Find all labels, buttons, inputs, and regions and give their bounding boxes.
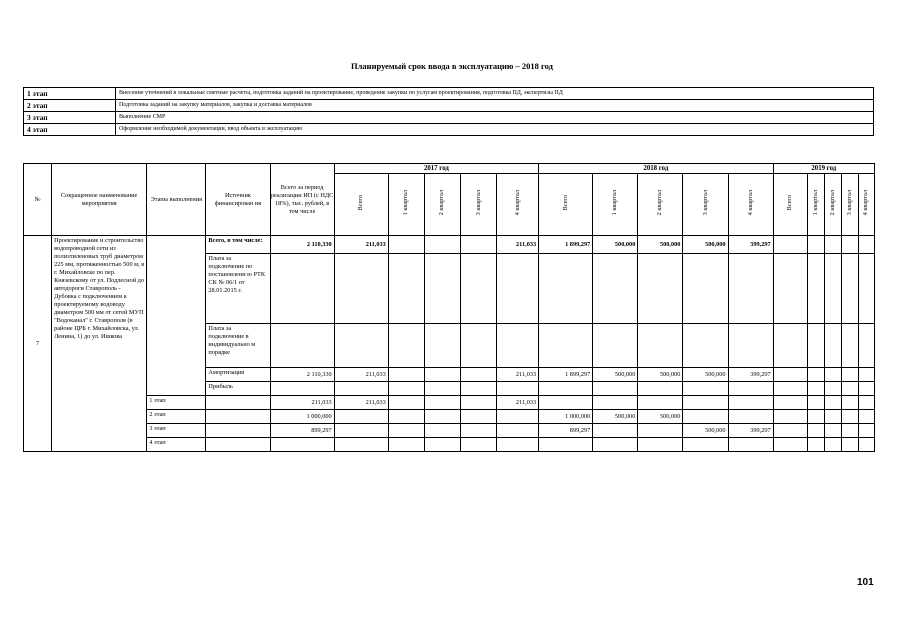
value-cell <box>841 424 858 438</box>
value-cell <box>728 324 773 368</box>
value-cell <box>824 438 841 452</box>
value-cell: 1 899,297 <box>539 368 593 382</box>
value-cell <box>807 368 824 382</box>
value-cell: 500,000 <box>638 368 683 382</box>
value-cell <box>497 424 539 438</box>
value-cell <box>334 438 388 452</box>
value-cell <box>638 424 683 438</box>
value-cell <box>539 324 593 368</box>
value-cell <box>334 254 388 324</box>
stage-row <box>24 124 874 136</box>
subheader-label: 3 квартал <box>474 190 482 216</box>
subheader-label: 1 квартал <box>811 190 819 216</box>
stages-table <box>23 87 874 136</box>
subheader-cell <box>388 174 424 236</box>
value-cell <box>683 438 728 452</box>
source-empty-cell <box>206 424 270 438</box>
subheader-cell <box>841 174 858 236</box>
value-cell: 899,297 <box>270 424 334 438</box>
value-cell <box>728 410 773 424</box>
value-cell <box>728 254 773 324</box>
stage-label: 1 этап <box>147 396 206 410</box>
value-cell <box>841 324 858 368</box>
subheader-label: 1 квартал <box>611 190 619 216</box>
value-cell <box>388 438 424 452</box>
value-cell <box>858 424 874 438</box>
value-cell <box>497 382 539 396</box>
value-cell <box>497 438 539 452</box>
value-cell <box>683 382 728 396</box>
value-cell <box>388 410 424 424</box>
value-cell <box>424 324 460 368</box>
value-cell <box>497 324 539 368</box>
value-cell <box>424 236 460 254</box>
value-cell <box>593 382 638 396</box>
header-num: № <box>24 164 52 236</box>
value-cell <box>424 438 460 452</box>
value-cell: 2 110,330 <box>270 236 334 254</box>
value-cell: 211,033 <box>334 368 388 382</box>
source-label: Плата за подключение в индивидуально м порядке <box>206 324 270 368</box>
value-cell <box>460 324 496 368</box>
value-cell <box>334 324 388 368</box>
subheader-cell <box>539 174 593 236</box>
value-cell <box>424 254 460 324</box>
value-cell <box>773 438 807 452</box>
value-cell <box>388 396 424 410</box>
value-cell <box>334 410 388 424</box>
stage-description: Оформление необходимой документации, ввод объекта в эксплуатацию <box>116 124 874 136</box>
value-cell <box>728 382 773 396</box>
subheader-cell <box>638 174 683 236</box>
table-row <box>24 396 875 410</box>
value-cell <box>773 254 807 324</box>
source-label: Прибыль <box>206 382 270 396</box>
value-cell: 500,000 <box>638 236 683 254</box>
value-cell: 500,000 <box>683 424 728 438</box>
value-cell <box>593 424 638 438</box>
table-row <box>24 424 875 438</box>
value-cell <box>539 382 593 396</box>
stage-description: Выполнение СМР <box>116 112 874 124</box>
table-row <box>24 410 875 424</box>
value-cell <box>424 424 460 438</box>
subheader-cell <box>497 174 539 236</box>
value-cell <box>388 236 424 254</box>
value-cell <box>638 254 683 324</box>
subheader-label: 2 квартал <box>828 190 836 216</box>
value-cell <box>773 324 807 368</box>
subheader-label: 4 квартал <box>862 190 870 216</box>
header-year-2017: 2017 год <box>334 164 538 174</box>
subheader-cell <box>334 174 388 236</box>
stage-description: Внесение уточнений в локальные сметные расчеты, подготовка заданий на проектирование, проведение закупки по услугам проектирования, подготовка ПД, экспертизы ПД <box>116 88 874 100</box>
value-cell <box>807 410 824 424</box>
subheader-cell <box>593 174 638 236</box>
value-cell <box>824 396 841 410</box>
stage-name: 1 этап <box>24 88 116 100</box>
value-cell: 500,000 <box>638 410 683 424</box>
value-cell <box>773 410 807 424</box>
value-cell <box>270 324 334 368</box>
stage-row <box>24 112 874 124</box>
source-empty-cell <box>206 396 270 410</box>
subheader-label: 2 квартал <box>656 190 664 216</box>
value-cell: 211,033 <box>270 396 334 410</box>
subheader-cell <box>460 174 496 236</box>
value-cell <box>841 254 858 324</box>
value-cell <box>638 324 683 368</box>
value-cell <box>824 236 841 254</box>
value-cell <box>388 254 424 324</box>
value-cell <box>841 438 858 452</box>
value-cell <box>683 254 728 324</box>
subheader-cell <box>858 174 874 236</box>
value-cell <box>807 236 824 254</box>
value-cell: 500,000 <box>593 410 638 424</box>
value-cell <box>593 438 638 452</box>
value-cell: 500,000 <box>593 368 638 382</box>
value-cell <box>270 254 334 324</box>
value-cell <box>858 236 874 254</box>
value-cell: 211,033 <box>497 368 539 382</box>
header-stages: Этапы выполнения <box>147 164 206 236</box>
value-cell: 500,000 <box>593 236 638 254</box>
value-cell <box>773 382 807 396</box>
value-cell <box>460 236 496 254</box>
subheader-cell <box>824 174 841 236</box>
value-cell: 1 000,000 <box>539 410 593 424</box>
stage-row <box>24 100 874 112</box>
value-cell <box>807 382 824 396</box>
value-cell <box>638 438 683 452</box>
table-row <box>24 438 875 452</box>
source-label: Амортизация <box>206 368 270 382</box>
value-cell: 399,297 <box>728 236 773 254</box>
value-cell <box>334 382 388 396</box>
schedule-table <box>23 163 875 452</box>
subheader-cell <box>807 174 824 236</box>
stage-empty-cell <box>147 236 206 396</box>
subheader-label: 3 квартал <box>845 190 853 216</box>
value-cell <box>270 438 334 452</box>
header-source: Источник финансирован ия <box>206 164 270 236</box>
subheader-cell <box>773 174 807 236</box>
subheader-label: Всего <box>561 195 569 211</box>
value-cell: 500,000 <box>683 236 728 254</box>
value-cell <box>497 254 539 324</box>
value-cell <box>539 438 593 452</box>
value-cell <box>858 396 874 410</box>
value-cell <box>807 324 824 368</box>
source-empty-cell <box>206 410 270 424</box>
value-cell <box>388 424 424 438</box>
subheader-label: 4 квартал <box>513 190 521 216</box>
subheader-cell <box>683 174 728 236</box>
value-cell <box>824 254 841 324</box>
value-cell <box>424 368 460 382</box>
value-cell <box>683 396 728 410</box>
value-cell <box>683 410 728 424</box>
value-cell: 500,000 <box>683 368 728 382</box>
subheader-label: 2 квартал <box>438 190 446 216</box>
stage-label: 3 этап <box>147 424 206 438</box>
value-cell <box>460 382 496 396</box>
stage-row <box>24 88 874 100</box>
value-cell <box>638 382 683 396</box>
value-cell <box>334 424 388 438</box>
value-cell <box>539 254 593 324</box>
value-cell <box>773 424 807 438</box>
value-cell <box>460 424 496 438</box>
value-cell <box>773 368 807 382</box>
value-cell <box>807 396 824 410</box>
value-cell: 2 110,330 <box>270 368 334 382</box>
value-cell <box>497 410 539 424</box>
value-cell <box>807 254 824 324</box>
value-cell <box>460 396 496 410</box>
value-cell <box>683 324 728 368</box>
source-empty-cell <box>206 438 270 452</box>
subheader-label: Всего <box>786 195 794 211</box>
value-cell <box>807 438 824 452</box>
value-cell <box>841 368 858 382</box>
row-number: 7 <box>24 236 52 452</box>
stage-name: 3 этап <box>24 112 116 124</box>
subheader-cell <box>424 174 460 236</box>
value-cell <box>388 324 424 368</box>
value-cell <box>593 396 638 410</box>
value-cell <box>388 382 424 396</box>
value-cell <box>858 254 874 324</box>
value-cell <box>424 382 460 396</box>
value-cell <box>460 438 496 452</box>
value-cell <box>460 368 496 382</box>
value-cell <box>728 396 773 410</box>
value-cell <box>593 324 638 368</box>
value-cell <box>858 324 874 368</box>
value-cell <box>841 396 858 410</box>
value-cell <box>841 382 858 396</box>
header-total: Всего за период реализации ИП (с НДС 18%), тыс. рублей, в том числе <box>270 164 334 236</box>
value-cell <box>728 438 773 452</box>
value-cell <box>858 382 874 396</box>
value-cell <box>460 254 496 324</box>
value-cell <box>841 410 858 424</box>
value-cell <box>824 424 841 438</box>
value-cell <box>773 236 807 254</box>
stage-label: 4 этап <box>147 438 206 452</box>
value-cell <box>824 368 841 382</box>
value-cell <box>460 410 496 424</box>
subheader-label: 4 квартал <box>746 190 754 216</box>
value-cell: 899,297 <box>539 424 593 438</box>
project-name: Проектирование и строительство водопроводной сети из полиэтиленовых труб диаметром 225 мм, протяженностью 500 м, в г. Михайловске по пер. Князевскому от ул. Подлесной до автодороги Ставрополь - Дубовка с подключением к проектируемому водоводу диаметром 500 мм от сетей МУП "Водоканал" г. Ставрополя (в районе ЦРБ г. Михайловска, ул. Ленина, 1) до ул. Ишкова <box>52 236 147 452</box>
value-cell <box>841 236 858 254</box>
value-cell <box>824 324 841 368</box>
value-cell <box>807 424 824 438</box>
value-cell <box>858 410 874 424</box>
subheader-label: 3 квартал <box>701 190 709 216</box>
value-cell <box>388 368 424 382</box>
value-cell: 1 899,297 <box>539 236 593 254</box>
value-cell <box>638 396 683 410</box>
page-number: 101 <box>857 577 874 588</box>
stage-name: 2 этап <box>24 100 116 112</box>
value-cell: 211,033 <box>334 236 388 254</box>
value-cell: 399,297 <box>728 424 773 438</box>
value-cell <box>824 410 841 424</box>
page-title: Планируемый срок ввода в эксплуатацию – 2018 год <box>351 61 553 71</box>
header-year-2019: 2019 год <box>773 164 874 174</box>
stage-label: 2 этап <box>147 410 206 424</box>
value-cell <box>539 396 593 410</box>
stage-description: Подготовка заданий на закупку материалов, закупка и доставка материалов <box>116 100 874 112</box>
value-cell: 211,033 <box>497 236 539 254</box>
value-cell: 211,033 <box>334 396 388 410</box>
value-cell <box>270 382 334 396</box>
header-name: Сокращенное наименование мероприятия <box>52 164 147 236</box>
stage-name: 4 этап <box>24 124 116 136</box>
subheader-cell <box>728 174 773 236</box>
subheader-label: 1 квартал <box>402 190 410 216</box>
value-cell: 399,297 <box>728 368 773 382</box>
value-cell <box>424 396 460 410</box>
value-cell <box>593 254 638 324</box>
value-cell <box>424 410 460 424</box>
value-cell <box>824 382 841 396</box>
value-cell <box>858 438 874 452</box>
source-label: Плата за подключение по постановлени ю РТК СК № 06/1 от 28.01.2015 г. <box>206 254 270 324</box>
value-cell <box>773 396 807 410</box>
subheader-label: Всего <box>357 195 365 211</box>
value-cell: 211,033 <box>497 396 539 410</box>
value-cell <box>858 368 874 382</box>
source-label: Всего, в том числе: <box>206 236 270 254</box>
value-cell: 1 000,000 <box>270 410 334 424</box>
header-year-2018: 2018 год <box>539 164 774 174</box>
table-row <box>24 236 875 254</box>
